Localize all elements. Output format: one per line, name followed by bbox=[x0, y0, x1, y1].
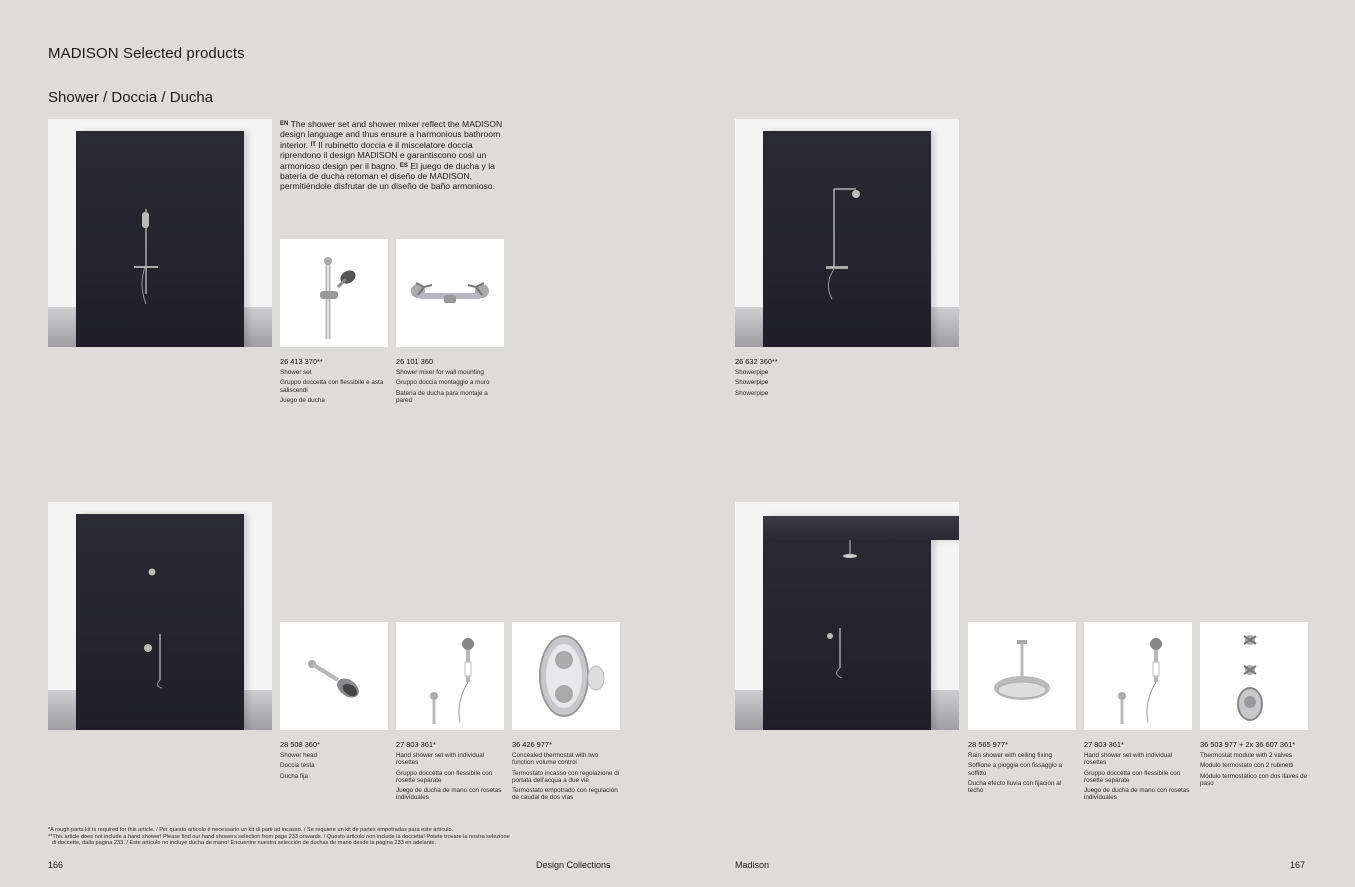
product-name-es: Juego de ducha de mano con rosetas individuales bbox=[1084, 787, 1190, 802]
product-thumb-hand-shower-set-2 bbox=[1084, 622, 1192, 730]
product-caption bbox=[280, 358, 388, 407]
product-name-es: Juego de ducha bbox=[280, 396, 325, 404]
concealed-thermostat-icon bbox=[512, 622, 620, 730]
rain-shower-icon bbox=[968, 622, 1076, 730]
product-caption bbox=[1200, 741, 1312, 790]
intro-it: Il rubinetto doccia e il miscelatore doccia riprendono il design MADISON e garantiscono così un armonioso design per il bagno. bbox=[280, 139, 487, 171]
product-name-en: Hand shower set with individual rosettes bbox=[1084, 752, 1173, 767]
product-name-es: Ducha fija bbox=[280, 772, 309, 780]
footnotes bbox=[48, 827, 668, 847]
hand-shower-set-icon bbox=[396, 622, 504, 730]
product-code: 36 503 977 + 2x 36 607 361* bbox=[1200, 740, 1296, 749]
shower-set-icon bbox=[280, 239, 388, 347]
product-name-en: Thermostat module with 2 valves bbox=[1200, 752, 1293, 760]
footnote-hand-shower: **This article does not include a hand shower! Please find our hand showers selection from page 233 onwards. / Questo articolo non include la doccetta! Potete trovare la nostra selezione bbox=[48, 833, 510, 840]
product-name-it: Gruppo doccetta con flessibile con rosette separate bbox=[1084, 769, 1181, 784]
product-name-it: Gruppo doccetta con flessibile e asta saliscendi bbox=[280, 379, 384, 394]
product-code: 28 508 360* bbox=[280, 740, 320, 749]
product-caption bbox=[1084, 741, 1192, 804]
thermostat-module-icon bbox=[1200, 622, 1308, 730]
product-caption bbox=[280, 741, 388, 783]
product-name-it: Doccia testa bbox=[280, 762, 315, 770]
product-name-it: Gruppo doccetta con flessibile con rosette separate bbox=[396, 769, 493, 784]
product-thumb-thermostat-module bbox=[1200, 622, 1308, 730]
footnote-rough-parts: *A rough parts kit is required for this article. / Per questo articolo è necessario un kit di parti ad incasso. / Se requiere un kit de partes empotradas para este artículo. bbox=[48, 827, 454, 833]
product-code: 28 565 977* bbox=[968, 740, 1008, 749]
product-thumb-rain-shower bbox=[968, 622, 1076, 730]
product-name-it: Gruppo doccia montaggio a muro bbox=[396, 379, 490, 387]
product-name-en: Shower mixer for wall mounting bbox=[396, 369, 484, 377]
product-name-es: Juego de ducha de mano con rosetas individuales bbox=[396, 787, 502, 802]
product-name-it: Termostato incasso con regolazione di portata dell'acqua a due vie bbox=[512, 769, 620, 784]
product-thumb-hand-shower-set bbox=[396, 622, 504, 730]
room-photo-shower-head bbox=[48, 502, 272, 730]
product-caption bbox=[735, 358, 843, 400]
product-name-en: Concealed thermostat with two function volume control bbox=[512, 752, 599, 767]
product-name-es: Ducha efecto lluvia con fijación al techo bbox=[968, 779, 1062, 795]
product-code: 26 413 370** bbox=[280, 357, 323, 366]
product-thumb-shower-set bbox=[280, 239, 388, 347]
product-name-en: Showerpipe bbox=[735, 369, 769, 377]
shower-set-fixture-icon bbox=[128, 204, 168, 314]
product-code: 27 803 361* bbox=[396, 740, 436, 749]
shower-head-icon bbox=[280, 622, 388, 730]
lang-tag-en: EN bbox=[280, 121, 289, 127]
product-name-es: Termostato empotrado con regulación de caudal de dos vías bbox=[512, 787, 618, 802]
hand-shower-set-icon bbox=[1084, 622, 1192, 730]
product-name-it: Showerpipe bbox=[735, 379, 769, 387]
product-name-es: Showerpipe bbox=[735, 389, 769, 397]
section-name-left: Design Collections bbox=[536, 860, 611, 870]
product-name-es: Módulo termostático con dos llaves de paso bbox=[1200, 772, 1308, 787]
lang-tag-it: IT bbox=[310, 141, 316, 148]
room-photo-rain-shower bbox=[735, 502, 959, 730]
product-code: 26 632 360** bbox=[735, 357, 778, 366]
room-photo-shower-set bbox=[48, 119, 272, 347]
ceiling-canopy bbox=[763, 516, 959, 540]
product-thumb-concealed-thermostat bbox=[512, 622, 620, 730]
product-caption bbox=[396, 358, 504, 407]
product-name-en: Shower head bbox=[280, 752, 318, 760]
product-name-it: Soffione a pioggia con fissaggio a soffitto bbox=[968, 762, 1063, 777]
intro-text bbox=[280, 119, 505, 192]
product-name-en: Shower set bbox=[280, 369, 312, 377]
product-code: 27 803 361* bbox=[1084, 740, 1124, 749]
product-caption bbox=[968, 741, 1076, 797]
product-name-en: Rain shower with ceiling fixing bbox=[968, 752, 1052, 760]
product-thumb-shower-head bbox=[280, 622, 388, 730]
room-photo-showerpipe bbox=[735, 119, 959, 347]
shower-head-fixture-icon bbox=[138, 562, 178, 692]
product-name-en: Hand shower set with individual rosettes bbox=[396, 752, 485, 767]
product-name-it: Modulo termostato con 2 rubinetti bbox=[1200, 762, 1294, 770]
product-code: 36 426 977* bbox=[512, 740, 552, 749]
footnote-hand-shower-cont: di doccette, dalla pagina 233. / Este artículo no incluye ducha de mano! Encuentre nuestra selección de duchas de mano desde la página 233 en adelante. bbox=[52, 840, 437, 847]
product-code: 26 101 360 bbox=[396, 357, 433, 366]
section-name-right: Madison bbox=[735, 860, 770, 870]
product-thumb-shower-mixer bbox=[396, 239, 504, 347]
page-title: MADISON Selected products bbox=[48, 45, 245, 62]
product-caption bbox=[396, 741, 504, 804]
lang-tag-es: ES bbox=[399, 162, 408, 169]
section-title: Shower / Doccia / Ducha bbox=[48, 89, 214, 106]
product-name-es: Batería de ducha para montaje a pared bbox=[396, 389, 488, 404]
page-number-right: 167 bbox=[1290, 860, 1306, 870]
intro-es: El juego de ducha y la batería de ducha retoman el diseño de MADISON, permitiéndole disfrutar de un diseño de baño armonioso. bbox=[280, 160, 495, 192]
rain-shower-fixture-icon bbox=[820, 540, 870, 680]
page-number-left: 166 bbox=[48, 860, 64, 870]
product-caption bbox=[512, 741, 620, 804]
shower-mixer-icon bbox=[396, 239, 504, 347]
intro-en: The shower set and shower mixer reflect the MADISON design language and thus ensure a harmonious bathroom interior. bbox=[280, 119, 503, 150]
showerpipe-fixture-icon bbox=[820, 174, 870, 304]
